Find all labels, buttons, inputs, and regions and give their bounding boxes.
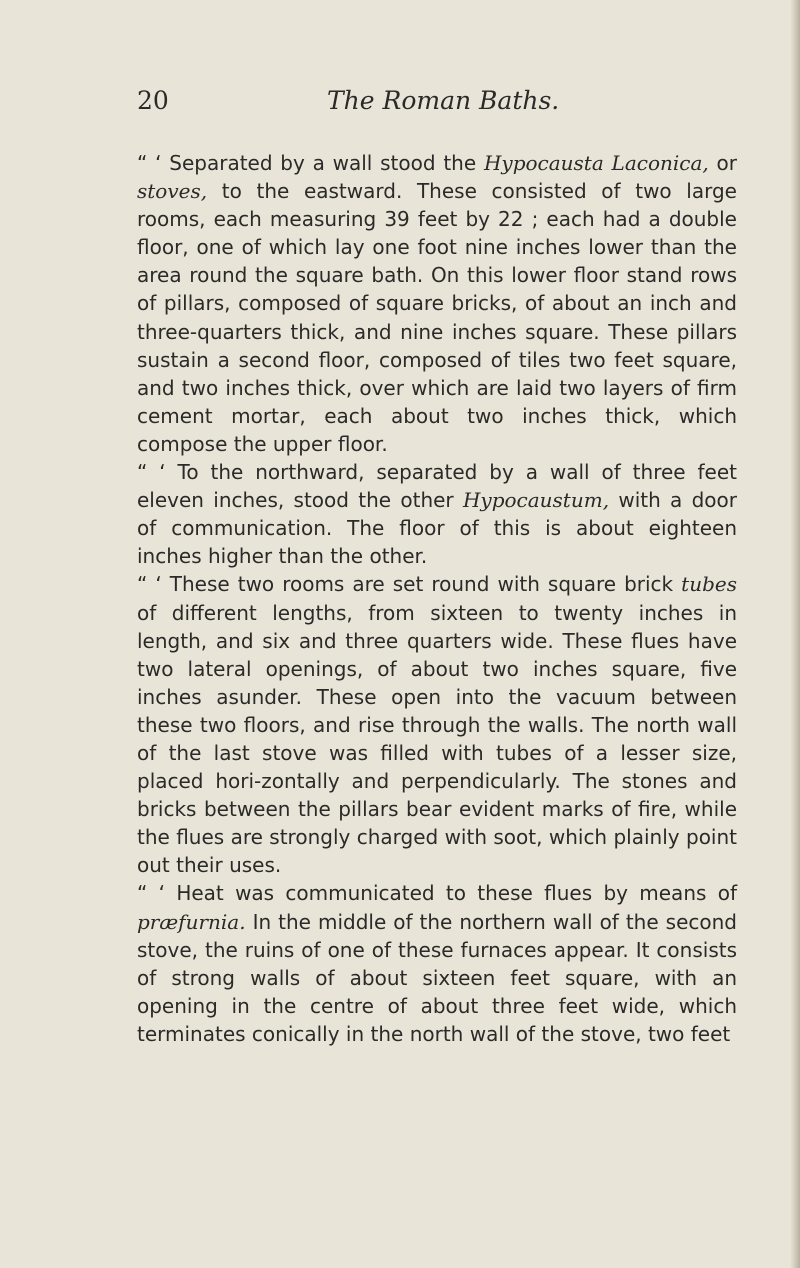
text-run: “ ‘ To the northward, separated by a wall of three feet eleven inches, stood the other [137,460,737,513]
text-run: of different lengths, from sixteen to twenty inches in length, and six and three quarters wide. These flues have two lateral openings, of about two inches square, five inches asunder. These open into the vacuum between these two floors, and rise through the walls. The north wall of the last stove was filled with tubes of a lesser size, placed hori-zontally and perpendicularly. The stones and bricks between the pillars bear evident marks of fire, while the flues are strongly charged with soot, which plainly point out their uses. [137,600,737,878]
page-edge-shadow [790,0,800,1268]
text-run: to the eastward. These consisted of two large rooms, each measuring 39 feet by 22 ; each had a double floor, one of which lay one foot nine inches lower than the area round the square bath. On this lower floor stand rows of pillars, composed of square bricks, of about an inch and three-quarters thick, and nine inches square. These pillars sustain a second floor, composed of tiles two feet square, and two inches thick, over which are laid two layers of firm cement mortar, each about two inches thick, which compose the upper floor. [137,179,737,456]
italic-term-hypocausta-laconica: Hypocausta Laconica, [483,151,709,175]
text-run: In the middle of the northern wall of the second stove, the ruins of one of these furnaces appear. It consists of strong walls of about sixteen feet square, with an opening in the centre of about three feet wide, which terminates conically in the north wall of the stove, two feet [137,909,737,1046]
paragraph-brick-tubes [137,570,737,879]
text-run: or [708,151,737,175]
italic-term-hypocaustum: Hypocaustum, [462,488,610,513]
italic-term-stoves: stoves, [137,179,208,204]
body-text [137,149,737,1048]
text-run: “ ‘ Separated by a wall stood the [137,151,484,175]
paragraph-to-the-northward [137,458,737,570]
paragraph-separated-by-wall [137,149,737,458]
italic-term-praefurnia: præfurnia. [137,909,246,934]
text-run: “ ‘ Heat was communicated to these flues by means of [137,881,737,906]
paragraph-heat-communicated [137,879,737,1048]
text-run: “ ‘ These two rooms are set round with square brick [137,572,682,597]
page-header [137,86,737,126]
running-title: The Roman Baths. [327,86,560,115]
text-run: with a door of communication. The floor of this is about eighteen inches higher than the other. [137,488,737,569]
italic-term-tubes: tubes [681,572,737,597]
page-number: 20 [137,86,169,115]
